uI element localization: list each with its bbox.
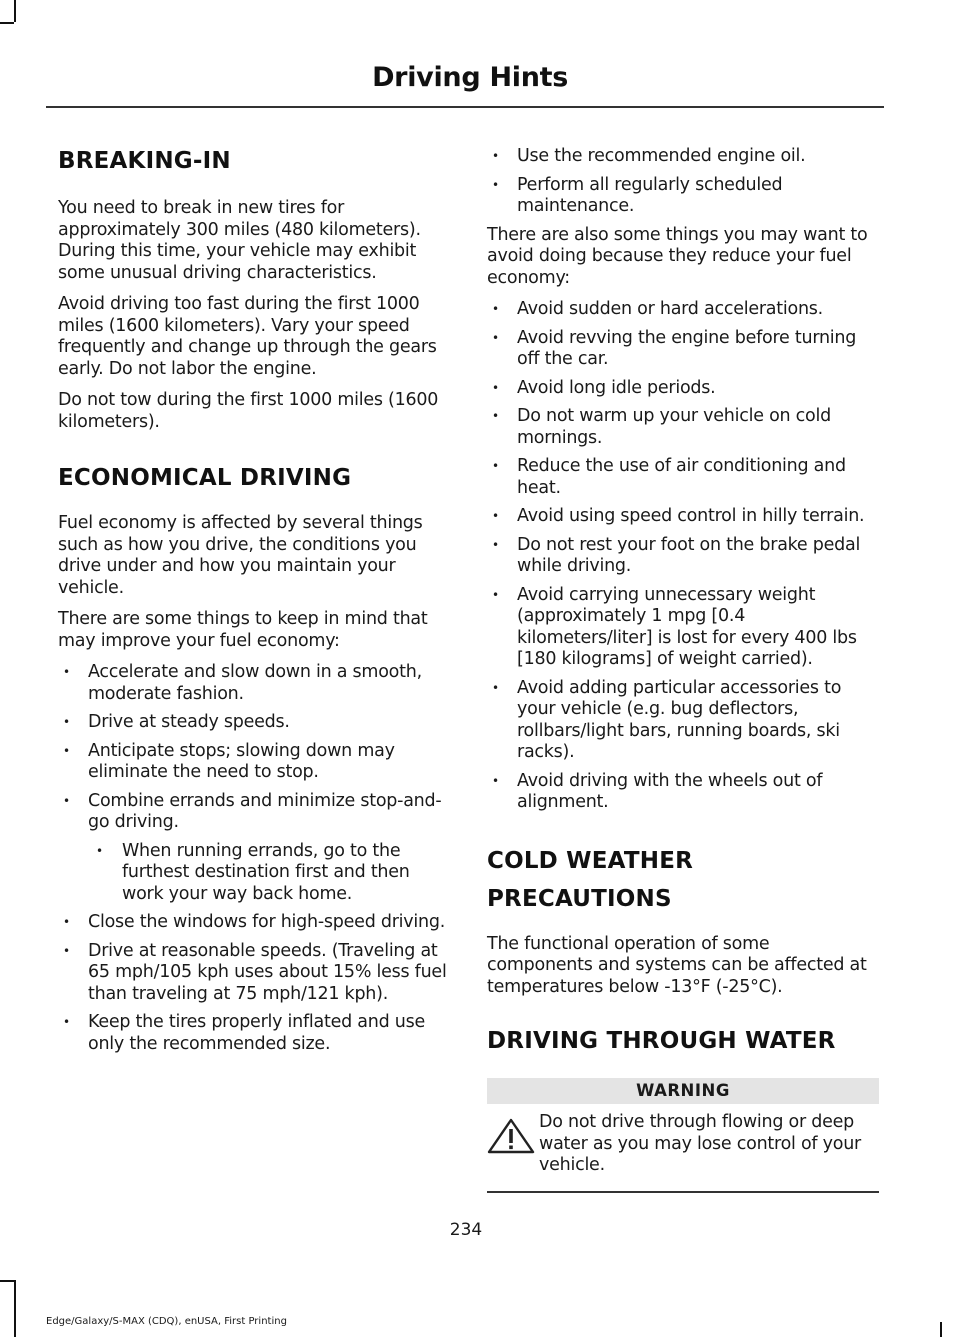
warning-text: Do not drive through flowing or deep water as you may lose control of your vehicle.: [539, 1112, 862, 1175]
crop-mark: [0, 22, 14, 24]
cold-weather-heading-line-2: PRECAUTIONS: [487, 885, 672, 912]
list-item: • Avoid driving with the wheels out of alignment.: [487, 771, 879, 814]
crop-mark: [14, 0, 16, 22]
sub-list-item: • When running errands, go to the furthest destination first and then work your way back home.: [88, 841, 450, 906]
warning-label: WARNING: [487, 1078, 879, 1104]
list-item-text: Combine errands and minimize stop-and-go driving.: [88, 790, 442, 832]
breaking-in-heading: BREAKING-IN: [58, 148, 231, 174]
list-item: • Avoid long idle periods.: [487, 378, 879, 400]
edition-footer: Edge/Galaxy/S-MAX (CDQ), enUSA, First Printing: [46, 1316, 287, 1327]
warning-box: [487, 1078, 879, 1193]
economical-paragraph-2: There are some things to keep in mind that may improve your fuel economy:: [58, 609, 428, 651]
list-item: • Use the recommended engine oil.: [487, 146, 879, 168]
list-item: • Drive at reasonable speeds. (Traveling at 65 mph/105 kph uses about 15% less fuel than traveling at 75 mph/121 kph).: [58, 941, 450, 1006]
cold-weather-paragraph: The functional operation of some components and systems can be affected at temperatures below -13°F (-25°C).: [487, 933, 867, 997]
list-item: • Anticipate stops; slowing down may eliminate the need to stop.: [58, 741, 450, 784]
sub-list: [88, 841, 450, 906]
crop-mark: [940, 1322, 942, 1337]
list-item: • Perform all regularly scheduled maintenance.: [487, 175, 879, 218]
list-item: • Do not rest your foot on the brake pedal while driving.: [487, 535, 879, 578]
page-number: 234: [449, 1220, 483, 1240]
crop-mark: [14, 1280, 16, 1337]
warning-body: [487, 1112, 879, 1177]
list-item: • Avoid revving the engine before turning off the car.: [487, 328, 879, 371]
list-item: • Avoid sudden or hard accelerations.: [487, 299, 879, 321]
right-column: [487, 146, 879, 1193]
breaking-in-paragraph-3: Do not tow during the first 1000 miles (1600 kilometers).: [58, 390, 439, 432]
list-item: • Avoid carrying unnecessary weight (approximately 1 mpg [0.4 kilometers/liter] is lost for every 400 lbs [180 kilograms] of weight carried).: [487, 585, 879, 671]
warning-bottom-rule: [487, 1191, 879, 1193]
list-item: [58, 791, 450, 906]
breaking-in-paragraph-2: Avoid driving too fast during the first 1000 miles (1600 kilometers). Vary your speed frequently and change up through the gears early. Do not labor the engine.: [58, 294, 437, 379]
economy-tips-list-continued: [487, 146, 879, 218]
cold-weather-heading-line-1: COLD WEATHER: [487, 847, 694, 874]
economical-driving-heading: ECONOMICAL DRIVING: [58, 465, 352, 491]
list-item: • Reduce the use of air conditioning and heat.: [487, 456, 879, 499]
list-item: • Avoid adding particular accessories to your vehicle (e.g. bug deflectors, rollbars/light bars, running boards, ski racks).: [487, 678, 879, 764]
header-divider: [46, 106, 884, 108]
economy-tips-list: [58, 662, 450, 1055]
driving-through-water-heading: DRIVING THROUGH WATER: [487, 1028, 836, 1054]
warning-triangle-icon: [487, 1112, 539, 1177]
list-item: • Keep the tires properly inflated and use only the recommended size.: [58, 1012, 450, 1055]
cold-weather-heading: [487, 842, 879, 918]
economical-paragraph-1: Fuel economy is affected by several things such as how you drive, the conditions you drive under and how you maintain your vehicle.: [58, 513, 423, 598]
list-item: • Drive at steady speeds.: [58, 712, 450, 734]
avoid-intro-paragraph: There are also some things you may want to avoid doing because they reduce your fuel economy:: [487, 224, 868, 288]
list-item: • Avoid using speed control in hilly terrain.: [487, 506, 879, 528]
list-item: • Do not warm up your vehicle on cold mornings.: [487, 406, 879, 449]
crop-mark: [0, 1280, 14, 1282]
warning-triangle-icon-graphic: [487, 1118, 535, 1154]
list-item: • Accelerate and slow down in a smooth, moderate fashion.: [58, 662, 450, 705]
breaking-in-paragraph-1: You need to break in new tires for approximately 300 miles (480 kilometers). During this time, your vehicle may exhibit some unusual driving characteristics.: [58, 198, 421, 283]
list-item: • Close the windows for high-speed driving.: [58, 912, 450, 934]
avoid-list: [487, 299, 879, 814]
page-header-title: Driving Hints: [372, 62, 568, 93]
left-column: [58, 140, 450, 1062]
